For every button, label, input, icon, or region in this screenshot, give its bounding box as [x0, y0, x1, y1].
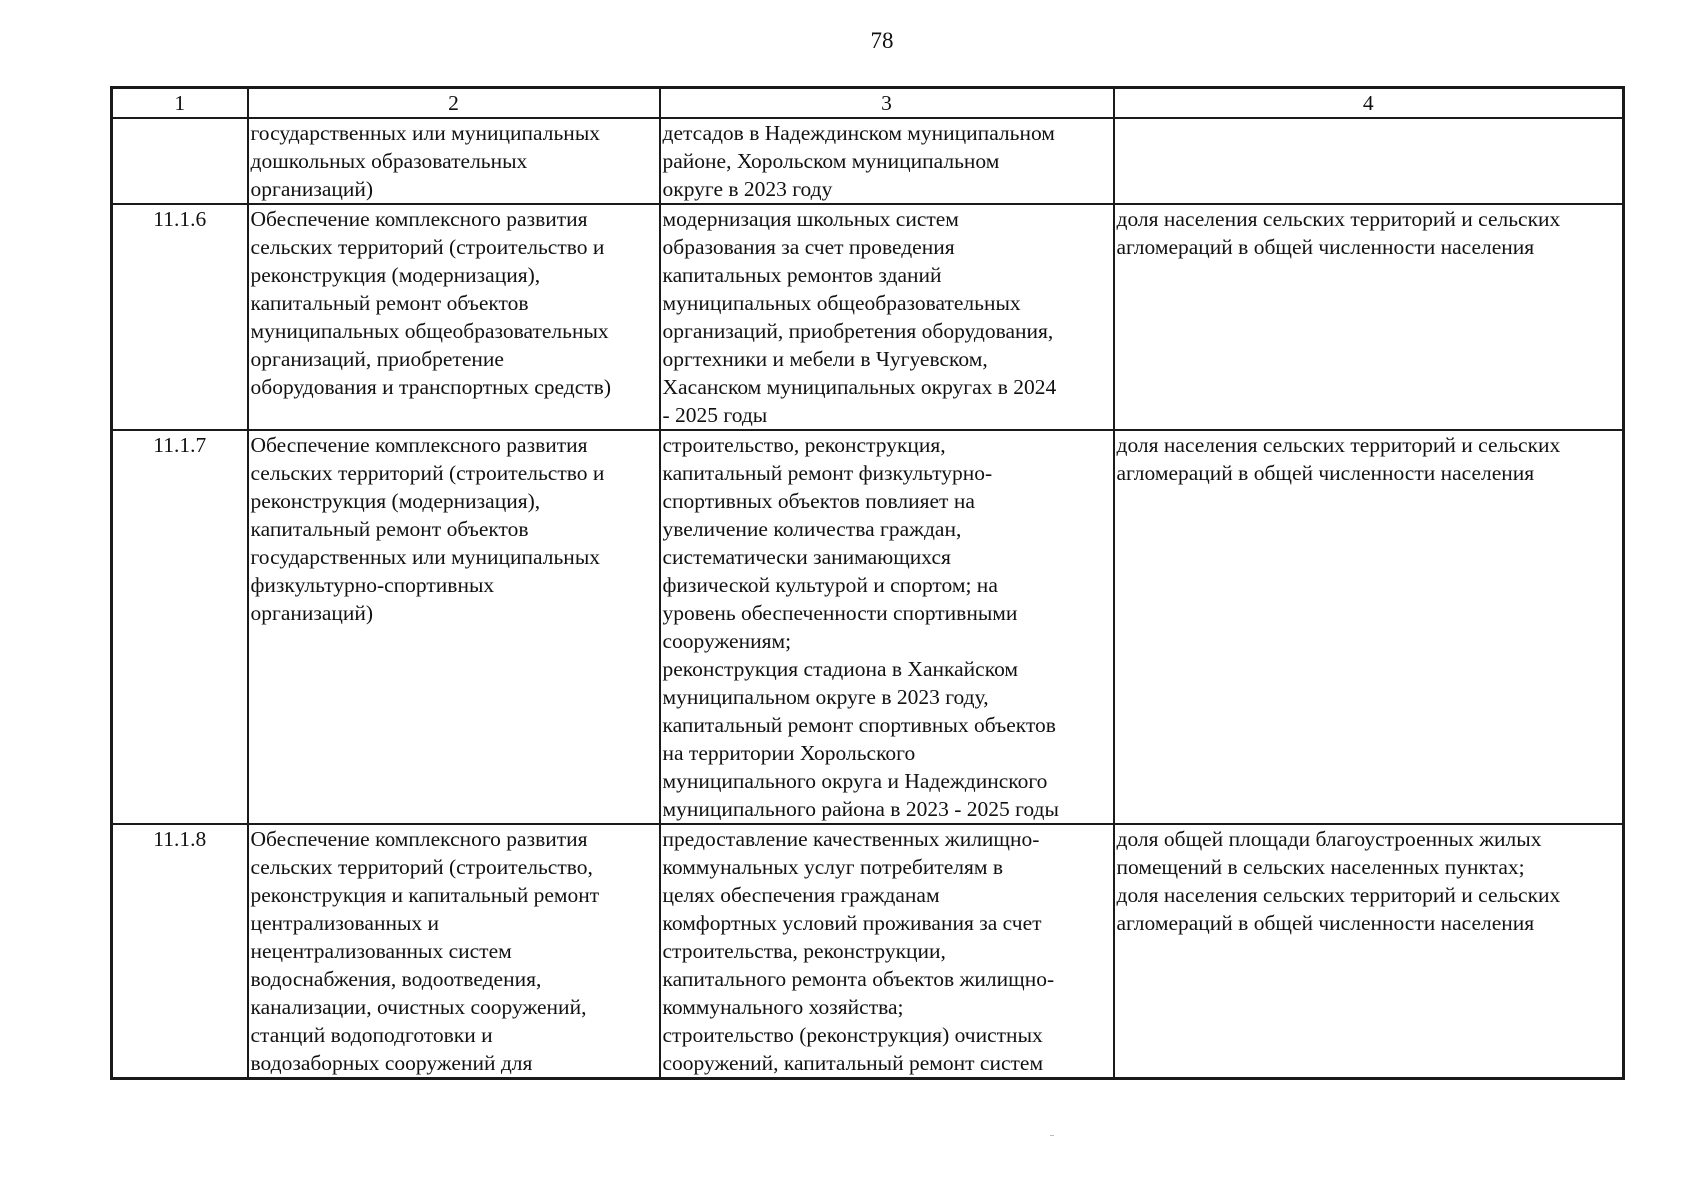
- measures-table: [110, 86, 1625, 1080]
- table-row: [112, 204, 1624, 430]
- row-code: 11.1.8: [112, 824, 248, 1079]
- scan-speck: [1050, 1135, 1054, 1136]
- table-row: [112, 824, 1624, 1079]
- row-code: 11.1.7: [112, 430, 248, 824]
- table-row: [112, 118, 1624, 204]
- row-indicator: [1114, 118, 1624, 204]
- row-code: 11.1.6: [112, 204, 248, 430]
- table-row: [112, 430, 1624, 824]
- row-measure: Обеспечение комплексного развития сельских территорий (строительство и реконструкция (модернизация), капитальный ремонт объектов государственных или муниципальных физкультурно-спортивных организаций): [248, 430, 660, 824]
- row-measure: государственных или муниципальных дошкольных образовательных организаций): [248, 118, 660, 204]
- row-indicator: доля общей площади благоустроенных жилых помещений в сельских населенных пунктах; доля населения сельских территорий и сельских агломераций в общей численности населения: [1114, 824, 1624, 1079]
- row-code: [112, 118, 248, 204]
- column-header-4: 4: [1114, 88, 1624, 119]
- column-header-2: 2: [248, 88, 660, 119]
- column-header-3: 3: [660, 88, 1114, 119]
- page-number: 78: [870, 28, 894, 53]
- row-measure: Обеспечение комплексного развития сельских территорий (строительство, реконструкция и капитальный ремонт централизованных и нецентрализованных систем водоснабжения, водоотведения, канализации, очистных сооружений, станций водоподготовки и водозаборных сооружений для: [248, 824, 660, 1079]
- row-result: модернизация школьных систем образования за счет проведения капитальных ремонтов зданий муниципальных общеобразовательных организаций, приобретения оборудования, оргтехники и мебели в Чугуевском, Хасанском муниципальных округах в 2024 - 2025 годы: [660, 204, 1114, 430]
- table-header-row: [112, 88, 1624, 119]
- row-result: предоставление качественных жилищно- коммунальных услуг потребителям в целях обеспечения гражданам комфортных условий проживания за счет строительства, реконструкции, капитального ремонта объектов жилищно- коммунального хозяйства; строительство (реконструкция) очистных сооружений, капитальный ремонт систем: [660, 824, 1114, 1079]
- row-indicator: доля населения сельских территорий и сельских агломераций в общей численности населения: [1114, 430, 1624, 824]
- row-result: строительство, реконструкция, капитальный ремонт физкультурно- спортивных объектов повлияет на увеличение количества граждан, систематически занимающихся физической культурой и спортом; на уровень обеспеченности спортивными сооружениям; реконструкция стадиона в Ханкайском муниципальном округе в 2023 году, капитальный ремонт спортивных объектов на территории Хорольского муниципального округа и Надеждинского муниципального района в 2023 - 2025 годы: [660, 430, 1114, 824]
- row-indicator: доля населения сельских территорий и сельских агломераций в общей численности населения: [1114, 204, 1624, 430]
- column-header-1: 1: [112, 88, 248, 119]
- row-result: детсадов в Надеждинском муниципальном районе, Хорольском муниципальном округе в 2023 году: [660, 118, 1114, 204]
- row-measure: Обеспечение комплексного развития сельских территорий (строительство и реконструкция (модернизация), капитальный ремонт объектов муниципальных общеобразовательных организаций, приобретение оборудования и транспортных средств): [248, 204, 660, 430]
